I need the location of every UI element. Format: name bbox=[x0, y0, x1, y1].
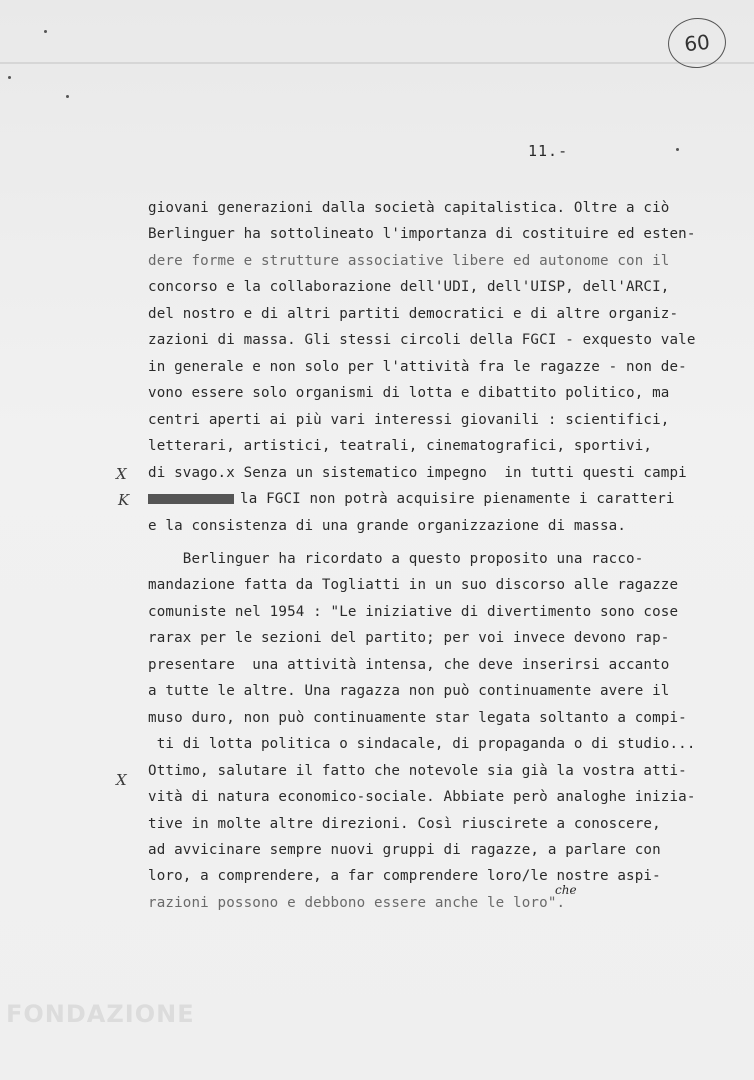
speck bbox=[44, 30, 47, 33]
text-line: Ottimo, salutare il fatto che notevole sia già la vostra atti- bbox=[148, 763, 687, 779]
text-line: e la consistenza di una grande organizzazione di massa. bbox=[148, 518, 627, 534]
text-line: comuniste nel 1954 : "Le iniziative di divertimento sono cose bbox=[148, 604, 679, 620]
text-line: muso duro, non può continuamente star legata soltanto a compi- bbox=[148, 710, 687, 726]
margin-mark: X bbox=[116, 771, 127, 789]
text-line-with-deletion bbox=[148, 489, 675, 509]
text-line: presentare una attività intensa, che deve inserirsi accanto bbox=[148, 657, 670, 673]
text-line: razioni possono e debbono essere anche le loro". bbox=[148, 895, 566, 911]
text-line: di svago.x Senza un sistematico impegno in tutti questi campi bbox=[148, 465, 687, 481]
text-line: rarax per le sezioni del partito; per voi invece devono rap- bbox=[148, 630, 670, 646]
text-line: vità di natura economico-sociale. Abbiate però analoghe inizia- bbox=[148, 789, 696, 805]
text-line: vono essere solo organismi di lotta e dibattito politico, ma bbox=[148, 385, 670, 401]
text-line: ad avvicinare sempre nuovi gruppi di ragazze, a parlare con bbox=[148, 842, 661, 858]
text-line: letterari, artistici, teatrali, cinematografici, sportivi, bbox=[148, 438, 653, 454]
text-line: centri aperti ai più vari interessi giovanili : scientifici, bbox=[148, 412, 670, 428]
text-line: in generale e non solo per l'attività fra le ragazze - non de- bbox=[148, 359, 687, 375]
text-line: ti di lotta politica o sindacale, di propaganda o di studio... bbox=[148, 736, 696, 752]
speck bbox=[676, 148, 679, 151]
text-line: Berlinguer ha ricordato a questo proposito una racco- bbox=[148, 551, 644, 567]
struck-out-word bbox=[148, 494, 234, 504]
text-line: dere forme e strutture associative libere ed autonome con il bbox=[148, 253, 670, 269]
page-fold-line bbox=[0, 62, 754, 64]
page-number: 11.- bbox=[528, 142, 569, 160]
page-stamp-number: 60 bbox=[683, 29, 711, 57]
text-line: concorso e la collaborazione dell'UDI, dell'UISP, dell'ARCI, bbox=[148, 279, 670, 295]
archive-watermark: FONDAZIONE bbox=[6, 1000, 195, 1028]
text-line: loro, a comprendere, a far comprendere loro/le nostre aspi- bbox=[148, 868, 661, 884]
text-line: giovani generazioni dalla società capitalistica. Oltre a ciò bbox=[148, 200, 670, 216]
text-line: mandazione fatta da Togliatti in un suo discorso alle ragazze bbox=[148, 577, 679, 593]
text-line: tive in molte altre direzioni. Così riuscirete a conoscere, bbox=[148, 816, 661, 832]
text-line: la FGCI non potrà acquisire pienamente i caratteri bbox=[240, 491, 675, 507]
speck bbox=[8, 76, 11, 79]
text-line: zazioni di massa. Gli stessi circoli della FGCI - exquesto vale bbox=[148, 332, 696, 348]
text-line: Berlinguer ha sottolineato l'importanza di costituire ed esten- bbox=[148, 226, 696, 242]
text-line: del nostro e di altri partiti democratici e di altre organiz- bbox=[148, 306, 679, 322]
margin-mark: K bbox=[118, 491, 130, 509]
text-line: a tutte le altre. Una ragazza non può continuamente avere il bbox=[148, 683, 670, 699]
handwritten-insertion: che bbox=[555, 883, 577, 897]
speck bbox=[66, 95, 69, 98]
margin-mark: X bbox=[116, 465, 127, 483]
